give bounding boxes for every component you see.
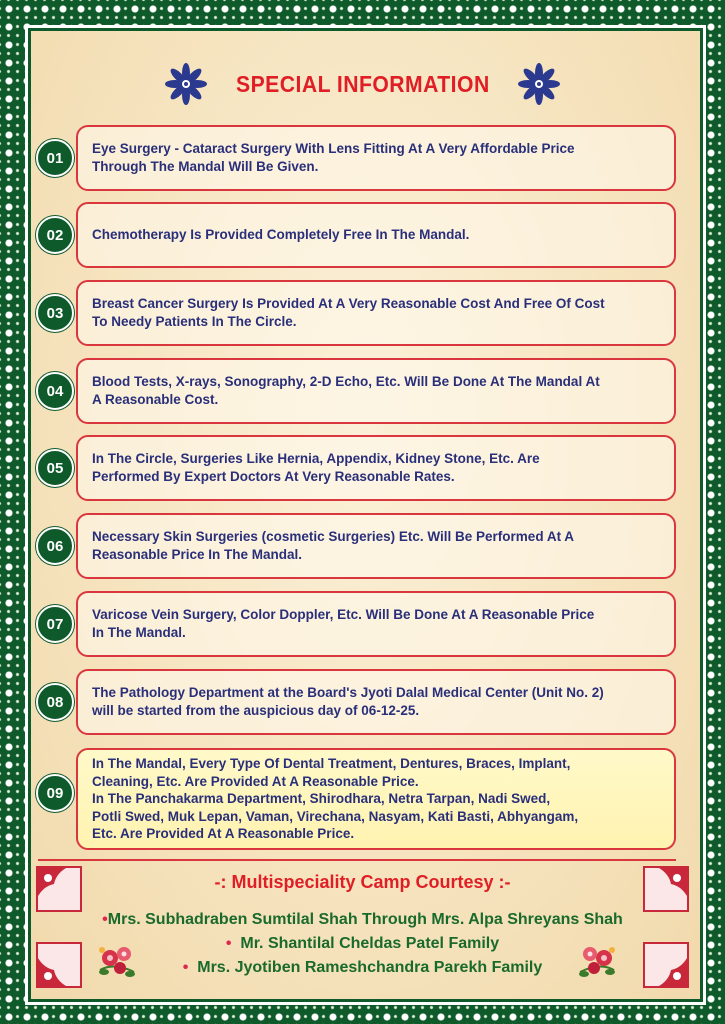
info-box	[76, 591, 676, 657]
item-number-badge: 07	[36, 605, 74, 643]
item-number-badge: 01	[36, 139, 74, 177]
info-box	[76, 125, 676, 191]
family-name: Mrs. Subhadraben Sumtilal Shah Through Mrs. Alpa Shreyans Shah	[107, 911, 623, 928]
info-text-line: Eye Surgery - Cataract Surgery With Lens Fitting At A Very Affordable Price	[92, 141, 575, 156]
info-text-line: In The Circle, Surgeries Like Hernia, Appendix, Kidney Stone, Etc. Are	[92, 451, 540, 466]
info-text	[92, 606, 594, 642]
info-text-line: will be started from the auspicious day of 06-12-25.	[92, 703, 420, 718]
info-text-line: Varicose Vein Surgery, Color Doppler, Etc. Will Be Done At A Reasonable Price	[92, 607, 595, 622]
page-title: SPECIAL INFORMATION	[235, 70, 490, 97]
mandala-icon	[163, 61, 209, 107]
info-text-line: Potli Swed, Muk Lepan, Vaman, Virechana, Nasyam, Kati Basti, Abhyangam,	[92, 808, 579, 824]
info-text	[92, 140, 575, 176]
header	[0, 60, 725, 108]
family-line	[0, 959, 725, 977]
info-item	[36, 669, 676, 735]
item-number-badge: 08	[36, 683, 74, 721]
info-box	[76, 280, 676, 346]
item-number-badge: 06	[36, 527, 74, 565]
info-text-line: The Pathology Department at the Board's Jyoti Dalal Medical Center (Unit No. 2)	[92, 685, 604, 700]
info-text-line: Performed By Expert Doctors At Very Reasonable Rates.	[92, 469, 455, 484]
info-box	[76, 669, 676, 735]
info-text-line: To Needy Patients In The Circle.	[92, 314, 297, 329]
info-text-line: A Reasonable Cost.	[92, 392, 219, 407]
family-line	[0, 911, 725, 929]
info-item	[36, 358, 676, 424]
item-number-badge: 02	[36, 216, 74, 254]
item-number-badge: 04	[36, 372, 74, 410]
info-text-line: Breast Cancer Surgery Is Provided At A Very Reasonable Cost And Free Of Cost	[92, 296, 605, 311]
info-box	[76, 202, 676, 268]
bullet-icon: •	[182, 959, 189, 976]
family-line	[0, 935, 725, 953]
info-text-line: Etc. Are Provided At A Reasonable Price.	[92, 826, 355, 842]
info-text-line: Through The Mandal Will Be Given.	[92, 159, 319, 174]
info-box	[76, 435, 676, 501]
item-number-badge: 09	[36, 774, 74, 812]
info-item	[36, 591, 676, 657]
info-box-highlighted	[76, 748, 676, 850]
info-item	[36, 513, 676, 579]
info-item	[36, 202, 676, 268]
info-text	[92, 528, 574, 564]
info-text-line: In The Mandal, Every Type Of Dental Treatment, Dentures, Braces, Implant,	[92, 756, 571, 772]
info-text-line: Chemotherapy Is Provided Completely Free In The Mandal.	[92, 227, 470, 242]
info-text-line: Cleaning, Etc. Are Provided At A Reasonable Price.	[92, 773, 419, 789]
item-number-badge: 03	[36, 294, 74, 332]
info-text	[92, 684, 604, 720]
info-text-line: Reasonable Price In The Mandal.	[92, 547, 303, 562]
info-text	[92, 295, 605, 331]
info-text-line: In The Panchakarma Department, Shirodhara, Netra Tarpan, Nadi Swed,	[92, 791, 551, 807]
bullet-icon: •	[102, 911, 108, 928]
family-name: Mrs. Jyotiben Rameshchandra Parekh Family	[197, 959, 543, 976]
info-text	[92, 755, 578, 843]
info-item	[36, 435, 676, 501]
info-text	[92, 373, 600, 409]
info-text-line: Necessary Skin Surgeries (cosmetic Surgeries) Etc. Will Be Performed At A	[92, 529, 575, 544]
section-divider	[38, 859, 676, 861]
info-text	[92, 226, 469, 244]
item-number-badge: 05	[36, 449, 74, 487]
bullet-icon: •	[225, 935, 232, 952]
courtesy-title: -: Multispeciality Camp Courtesy :-	[214, 872, 511, 892]
info-text	[92, 450, 540, 486]
info-text-line: Blood Tests, X-rays, Sonography, 2-D Echo, Etc. Will Be Done At The Mandal At	[92, 374, 600, 389]
family-name: Mr. Shantilal Cheldas Patel Family	[240, 935, 500, 952]
info-box	[76, 513, 676, 579]
info-item	[36, 748, 676, 850]
info-item	[36, 280, 676, 346]
info-box	[76, 358, 676, 424]
info-text-line: In The Mandal.	[92, 625, 186, 640]
info-item	[36, 125, 676, 191]
mandala-icon	[516, 61, 562, 107]
